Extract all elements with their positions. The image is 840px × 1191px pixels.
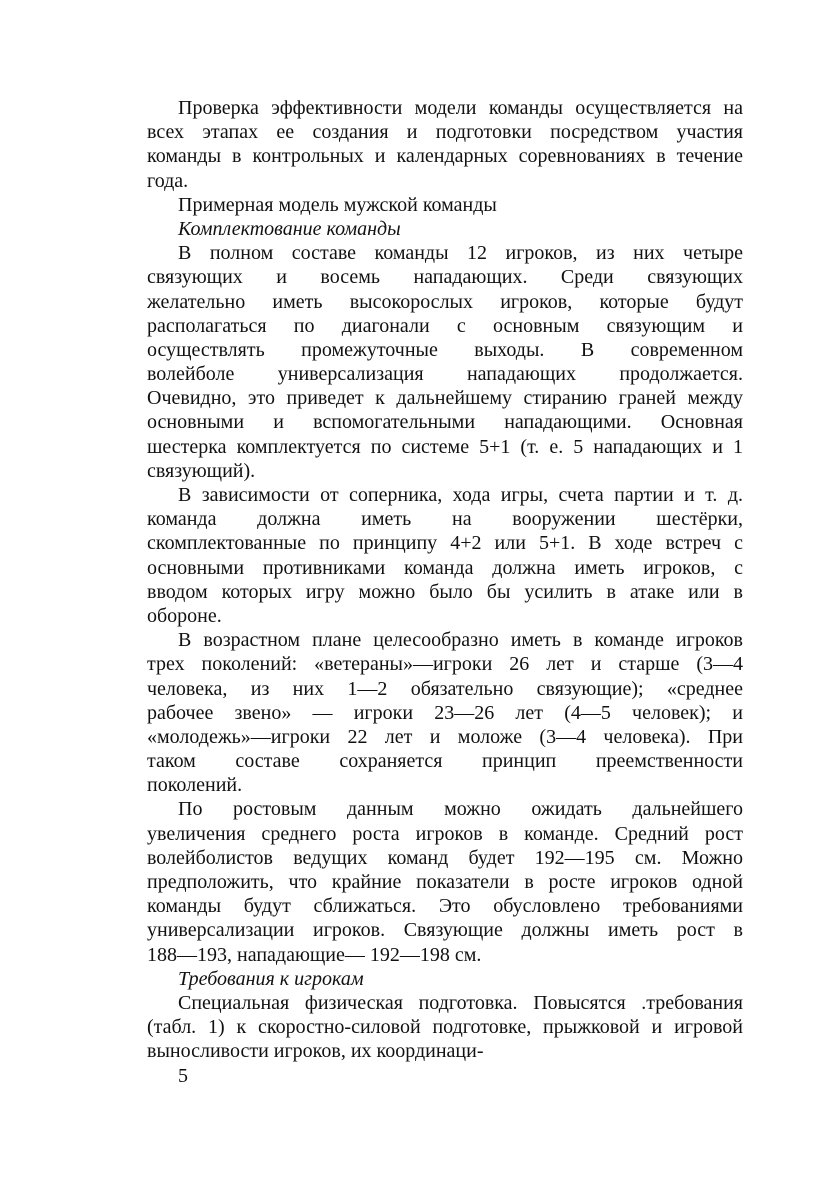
text-line: (табл. 1) к скоростно-силовой подготовке, прыжковой и игровой (147, 1016, 743, 1039)
paragraph-model-check (147, 96, 743, 193)
text-line: Очевидно, это приведет к дальнейшему стиранию граней между (147, 387, 743, 410)
text-line: располагаться по диагонали с основным связующим и (147, 314, 743, 337)
text-line: Комплектование команды (178, 217, 401, 240)
text-line: таком составе сохраняется принцип преемственности (147, 750, 743, 773)
text-line: желательно иметь высокорослых игроков, которые будут (147, 290, 743, 313)
paragraph-age-plan (147, 628, 743, 797)
text-line: скомплектованные по принципу 4+2 или 5+1. В ходе встреч с (147, 532, 743, 555)
text-line: В зависимости от соперника, хода игры, счета партии и т. д. (178, 484, 743, 506)
paragraph-opponent-dependency (147, 483, 743, 628)
text-line: увеличения среднего роста игроков в команде. Средний рост (147, 822, 743, 845)
text-line: Проверка эффективности модели команды осуществляется на (178, 97, 743, 119)
text-line: человека, из них 1—2 обязательно связующие); «среднее (147, 677, 743, 700)
text-line: волейболистов ведущих команд будет 192—195 см. Можно (147, 846, 743, 869)
text-line: Специальная физическая подготовка. Повысятся .требования (178, 991, 743, 1014)
text-line: обороне. (147, 604, 222, 627)
text-line: По ростовым данным можно ожидать дальнейшего (178, 798, 743, 821)
document-page (147, 96, 743, 1088)
text-line: универсализации игроков. Связующие должны иметь рост в (147, 919, 743, 942)
text-line: Примерная модель мужской команды (178, 193, 497, 216)
text-line: шестерка комплектуется по системе 5+1 (т. е. 5 нападающих и 1 (147, 435, 743, 458)
text-line: В полном составе команды 12 игроков, из них четыре (178, 242, 743, 265)
text-line: команда должна иметь на вооружении шестёрки, (147, 508, 743, 531)
text-line: «молодежь»—игроки 22 лет и моложе (3—4 человека). При (147, 725, 743, 748)
text-line: выносливости игроков, их координаци- (147, 1040, 484, 1063)
subheading-team-composition (147, 217, 743, 241)
text-line: поколений. (147, 774, 243, 797)
text-line: основными противниками команда должна иметь игроков, с (147, 556, 743, 579)
text-line: основными и вспомогательными нападающими. Основная (147, 411, 743, 434)
page-number: 5 (178, 1064, 188, 1087)
paragraph-physical-training (147, 991, 743, 1064)
text-line: всех этапах ее создания и подготовки посредством участия (147, 121, 743, 144)
text-line: вводом которых игру можно было бы усилить в атаке или в (147, 580, 743, 603)
text-line: предположить, что крайние показатели в росте игроков одной (147, 871, 743, 893)
text-line: рабочее звено» — игроки 23—26 лет (4—5 человек); и (147, 701, 743, 724)
text-line: осуществлять промежуточные выходы. В современном (147, 338, 743, 361)
text-line: связующий). (147, 459, 256, 482)
paragraph-height-data (147, 797, 743, 966)
text-line: команды в контрольных и календарных соревнованиях в течение (147, 145, 743, 168)
text-line: В возрастном плане целесообразно иметь в команде игроков (178, 629, 743, 652)
text-line: трех поколений: «ветераны»—игроки 26 лет и старше (3—4 (147, 653, 743, 676)
text-line: года. (147, 169, 189, 192)
subheading-player-requirements (147, 967, 743, 991)
paragraph-team-size (147, 241, 743, 483)
text-line: 188—193, нападающие— 192—198 см. (147, 943, 482, 966)
text-line: команды будут сближаться. Это обусловлено требованиями (147, 895, 743, 918)
section-title (147, 193, 743, 217)
text-line: Требования к игрокам (178, 967, 364, 990)
text-line: волейболе универсализация нападающих продолжается. (147, 363, 743, 386)
text-line: связующих и восемь нападающих. Среди связующих (147, 266, 743, 289)
